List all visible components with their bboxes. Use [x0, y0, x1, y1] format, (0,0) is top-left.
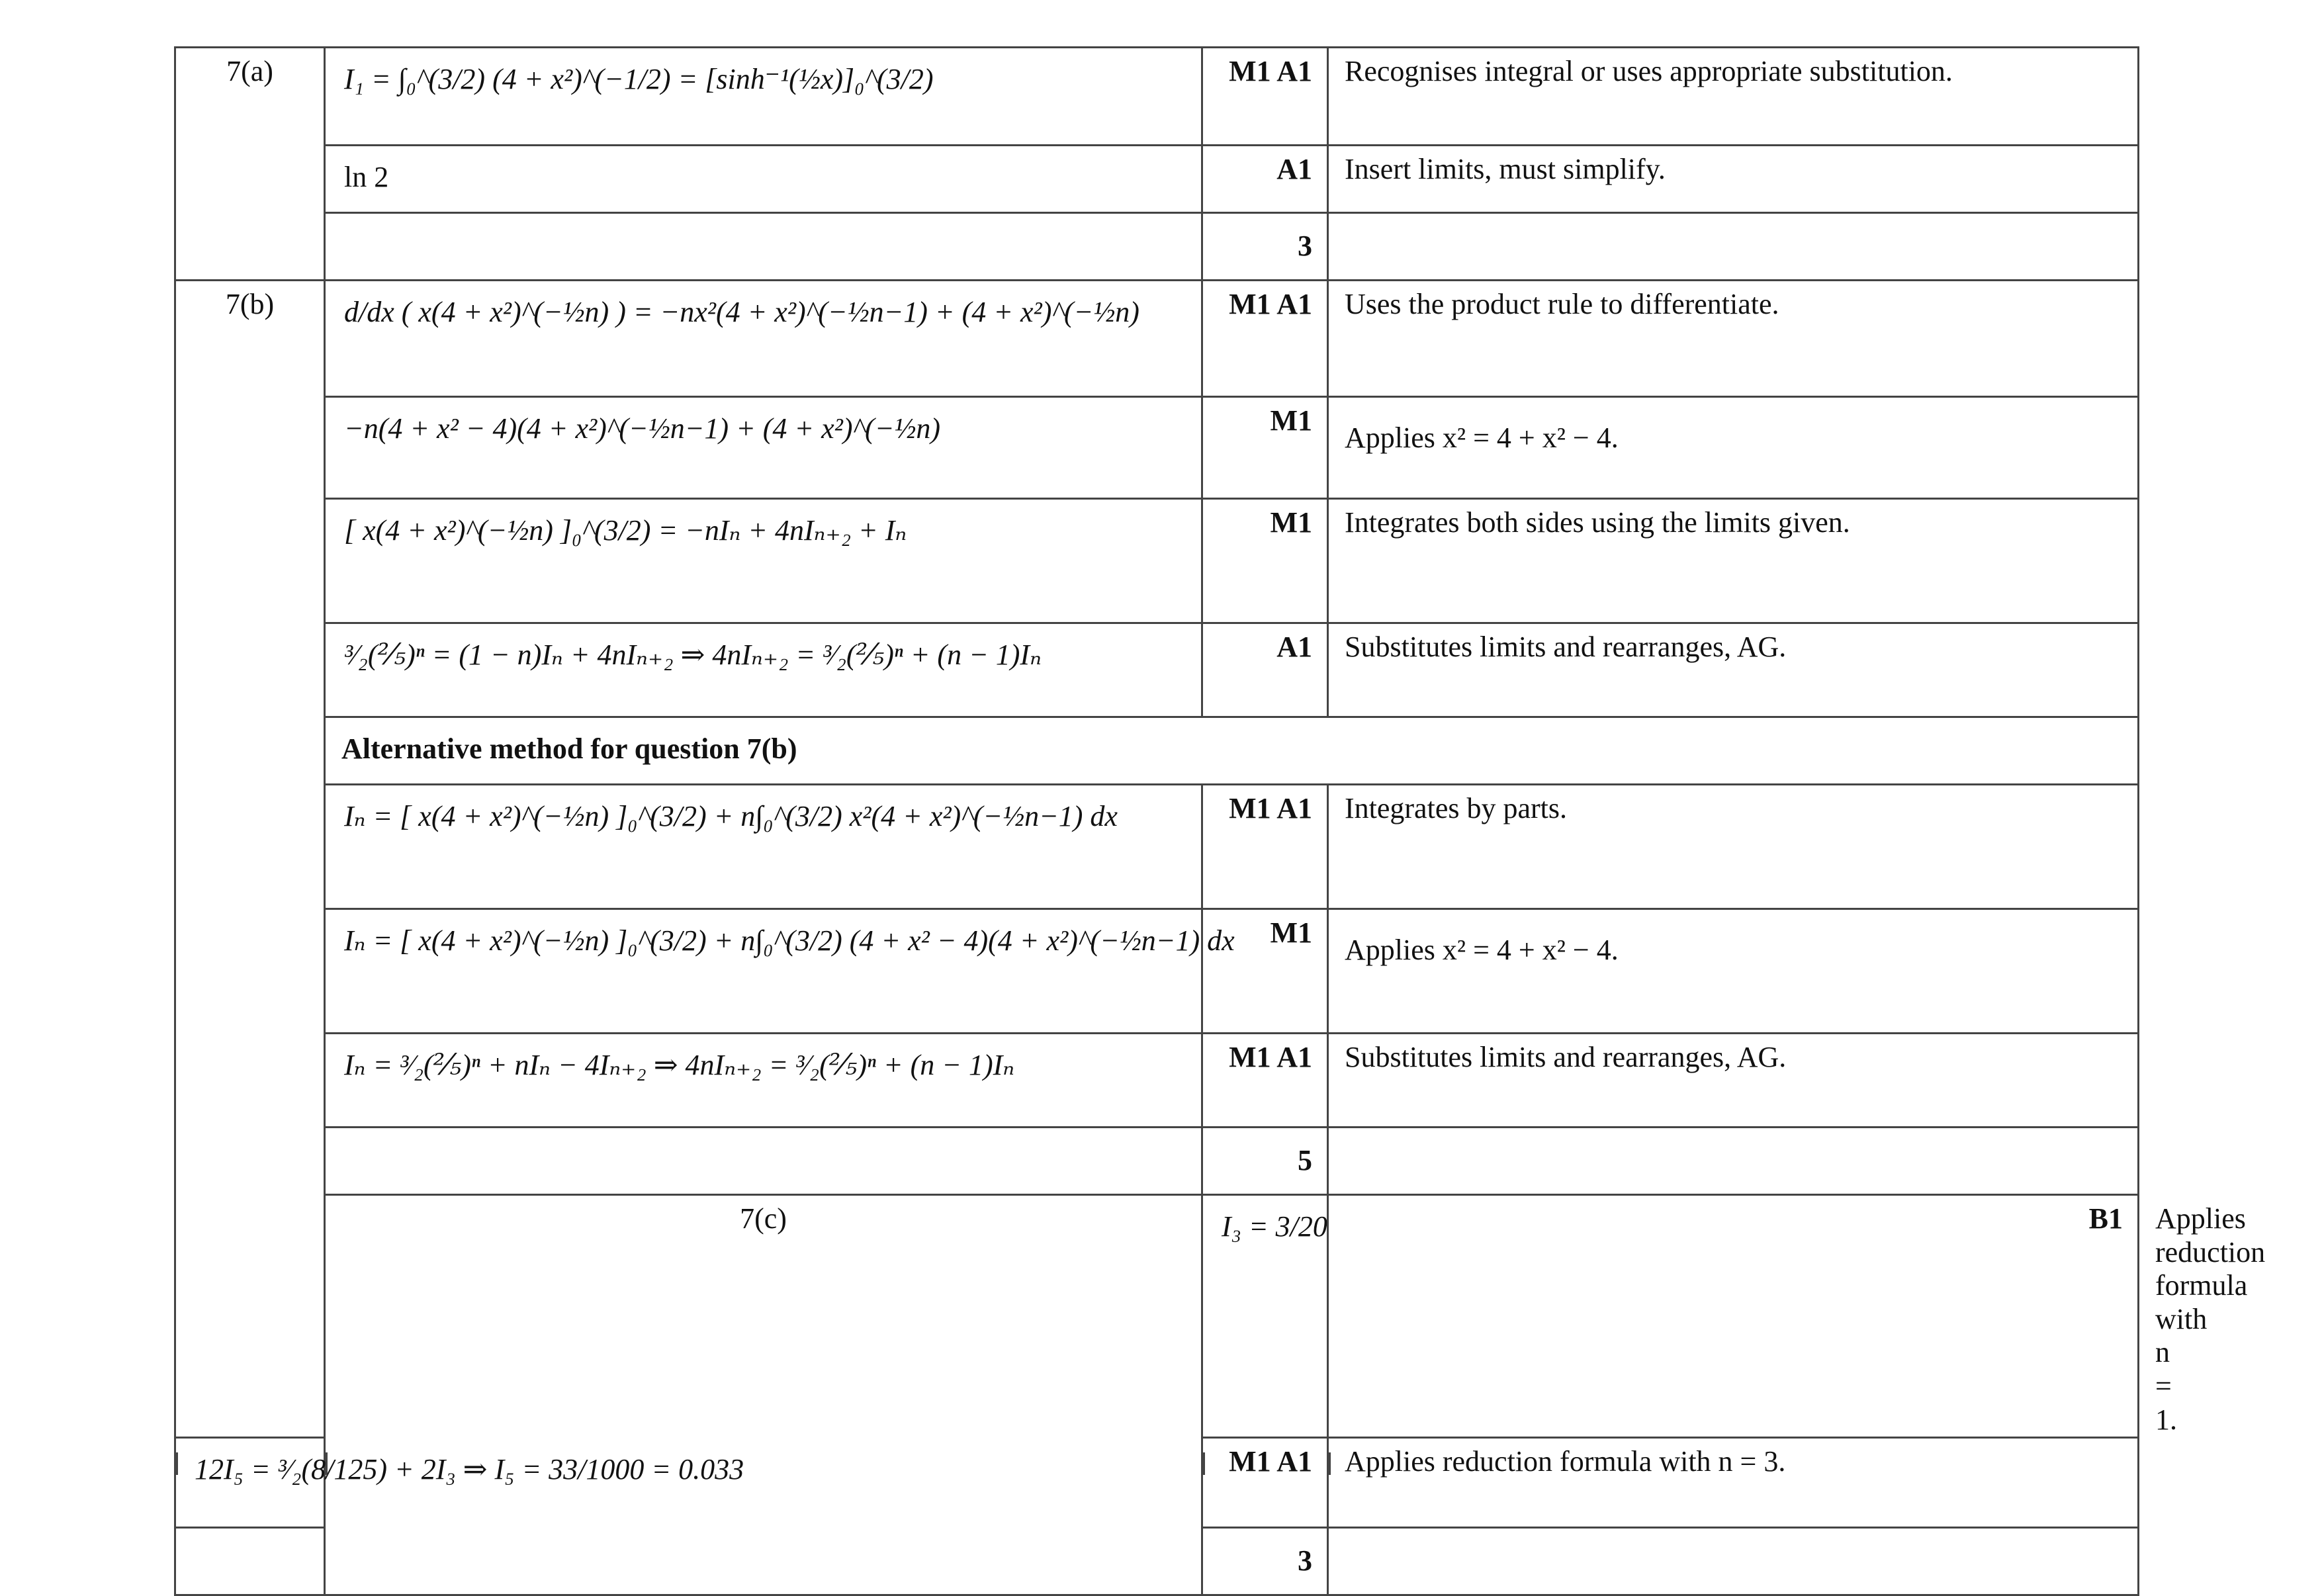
question-label: 7(b) — [175, 281, 325, 1438]
table-row: 7(c) I₃ = 3/20 B1 Applies reduction formula with n = 1. — [175, 1195, 2139, 1438]
guidance-cell: Insert limits, must simplify. — [1328, 146, 2139, 213]
table-row — [175, 281, 2139, 397]
working-cell: [ x(4 + x²)^(−½n) ]₀^(3/2) = −nIₙ + 4nIₙ₊₂ + Iₙ — [325, 499, 1202, 623]
mark-cell: M1 — [1202, 397, 1328, 499]
guidance-cell: Recognises integral or uses appropriate substitution. — [1328, 48, 2139, 146]
working-cell-empty — [175, 1528, 325, 1595]
working-cell: ³⁄₂(⅖)ⁿ = (1 − n)Iₙ + 4nIₙ₊₂ ⇒ 4nIₙ₊₂ = ³⁄₂(⅖)ⁿ + (n − 1)Iₙ — [325, 623, 1202, 717]
total-mark: 3 — [1202, 213, 1328, 281]
working-cell: ln 2 — [325, 146, 1202, 213]
table-row — [175, 1034, 2139, 1128]
guidance-cell-empty — [1328, 1128, 2139, 1195]
table-row — [175, 785, 2139, 909]
working-cell: I₃ = 3/20 — [1202, 1195, 1328, 1438]
mark-cell: M1 A1 — [1202, 48, 1328, 146]
guidance-cell-empty — [1328, 1528, 2139, 1595]
total-row — [175, 1128, 2139, 1195]
working-cell: Iₙ = [ x(4 + x²)^(−½n) ]₀^(3/2) + n∫₀^(3/2) x²(4 + x²)^(−½n−1) dx — [325, 785, 1202, 909]
mark-cell: A1 — [1202, 623, 1328, 717]
table-border-stub — [2137, 1452, 2139, 1475]
working-cell: Iₙ = [ x(4 + x²)^(−½n) ]₀^(3/2) + n∫₀^(3/2) (4 + x² − 4)(4 + x²)^(−½n−1) dx — [325, 909, 1202, 1034]
table-border-stub — [176, 1452, 178, 1475]
mark-cell: M1 — [1202, 909, 1328, 1034]
guidance-cell: Substitutes limits and rearranges, AG. — [1328, 623, 2139, 717]
alt-method-row — [175, 717, 2139, 785]
working-cell: d/dx ( x(4 + x²)^(−½n) ) = −nx²(4 + x²)^(−½n−1) + (4 + x²)^(−½n) — [325, 281, 1202, 397]
question-label: 7(c) — [325, 1195, 1202, 1595]
mark-cell: M1 A1 — [1202, 281, 1328, 397]
table-row — [175, 623, 2139, 717]
working-cell-empty — [325, 1128, 1202, 1195]
guidance-cell: Uses the product rule to differentiate. — [1328, 281, 2139, 397]
mark-cell: A1 — [1202, 146, 1328, 213]
mark-cell: M1 A1 — [1202, 1438, 1328, 1528]
mark-scheme-table — [174, 46, 2266, 1596]
table-row — [175, 397, 2139, 499]
working-cell-empty — [325, 213, 1202, 281]
total-mark: 3 — [1202, 1528, 1328, 1595]
mark-cell: M1 — [1202, 499, 1328, 623]
table-border-stub — [1329, 1452, 1331, 1475]
guidance-cell: Integrates both sides using the limits given. — [1328, 499, 2139, 623]
table-border-stub — [1203, 1452, 1205, 1475]
mark-cell: B1 — [1328, 1195, 2139, 1438]
working-cell: 12I₅ = ³⁄₂(8/125) + 2I₃ ⇒ I₅ = 33/1000 = 0.033 — [175, 1438, 325, 1528]
table-border-stub — [326, 1452, 328, 1475]
working-cell: −n(4 + x² − 4)(4 + x²)^(−½n−1) + (4 + x²)^(−½n) — [325, 397, 1202, 499]
guidance-cell: Applies x² = 4 + x² − 4. — [1328, 397, 2139, 499]
table-row — [175, 48, 2139, 146]
guidance-cell: Integrates by parts. — [1328, 785, 2139, 909]
guidance-cell-empty — [1328, 213, 2139, 281]
working-cell: Iₙ = ³⁄₂(⅖)ⁿ + nIₙ − 4Iₙ₊₂ ⇒ 4nIₙ₊₂ = ³⁄₂(⅖)ⁿ + (n − 1)Iₙ — [325, 1034, 1202, 1128]
question-label: 7(a) — [175, 48, 325, 281]
total-row — [175, 213, 2139, 281]
alt-method-heading: Alternative method for question 7(b) — [325, 717, 2139, 785]
working-cell: I₁ = ∫₀^(3/2) (4 + x²)^(−1/2) = [sinh⁻¹(½x)]₀^(3/2) — [325, 48, 1202, 146]
table-row — [175, 146, 2139, 213]
table-row — [175, 499, 2139, 623]
mark-cell: M1 A1 — [1202, 785, 1328, 909]
total-mark: 5 — [1202, 1128, 1328, 1195]
guidance-cell: Applies x² = 4 + x² − 4. — [1328, 909, 2139, 1034]
table-row — [175, 909, 2139, 1034]
guidance-cell: Substitutes limits and rearranges, AG. — [1328, 1034, 2139, 1128]
mark-cell: M1 A1 — [1202, 1034, 1328, 1128]
guidance-cell: Applies reduction formula with n = 3. — [1328, 1438, 2139, 1528]
